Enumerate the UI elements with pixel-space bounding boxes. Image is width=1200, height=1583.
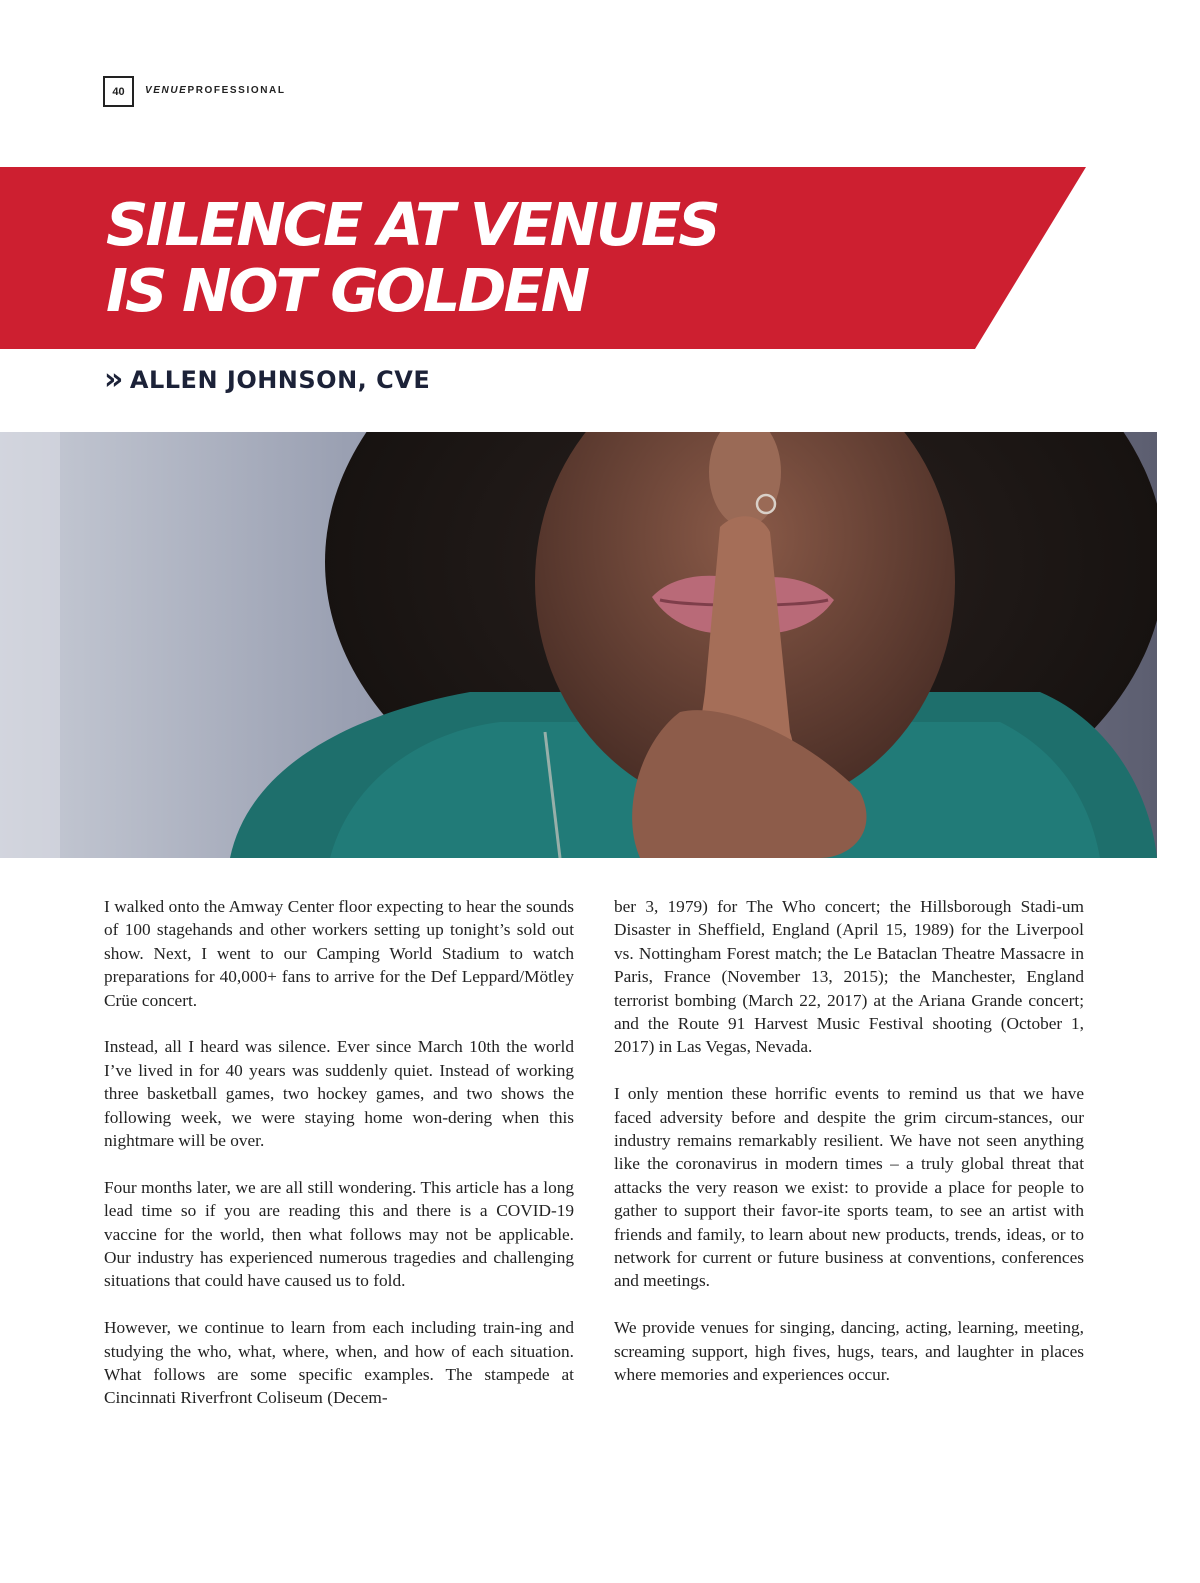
chevron-right-icon: » bbox=[104, 362, 124, 397]
title-line-1: SILENCE AT VENUES bbox=[106, 190, 718, 259]
paragraph: Four months later, we are all still wondering. This article has a long lead time so if you are reading this and there is a COVID-19 vaccine for the world, then what follows may not be applicable. Our industry has experienced numerous tragedies and challenging situations that could have caused us to fold. bbox=[104, 1177, 574, 1291]
title-line-2: IS NOT GOLDEN bbox=[106, 256, 588, 325]
paragraph: ber 3, 1979) for The Who concert; the Hillsborough Stadi-um Disaster in Sheffield, England (April 15, 1989) for the Liverpool vs. Nottingham Forest match; the Le Bataclan Theatre Massacre in Paris, France (November 13, 2015); the Manchester, England terrorist bombing (March 22, 2017) at the Ariana Grande concert; and the Route 91 Harvest Music Festival shooting (October 1, 2017) in Las Vegas, Nevada. bbox=[614, 897, 1084, 1057]
paragraph: Instead, all I heard was silence. Ever since March 10th the world I’ve lived in for 40 years was suddenly quiet. Instead of working three basketball games, two hockey games, and two shows the following week, we were staying home won-dering when this nightmare will be over. bbox=[104, 1037, 574, 1151]
paragraph: We provide venues for singing, dancing, acting, learning, meeting, screaming support, high fives, hugs, tears, and laughter in places where memories and experiences occur. bbox=[614, 1318, 1084, 1385]
masthead-professional: PROFESSIONAL bbox=[187, 85, 286, 96]
hero-photo bbox=[0, 432, 1157, 858]
article-column-right bbox=[614, 895, 1084, 1410]
masthead bbox=[145, 85, 286, 96]
article-column-left bbox=[104, 895, 574, 1433]
page-title bbox=[106, 192, 718, 324]
byline bbox=[104, 362, 431, 397]
paragraph: However, we continue to learn from each including train-ing and studying the who, what, where, when, and how of each situation. What follows are some specific examples. The stampede at Cincinnati Riverfront Coliseum (Decem- bbox=[104, 1318, 574, 1408]
author-name: ALLEN JOHNSON, CVE bbox=[129, 366, 431, 394]
paragraph: I walked onto the Amway Center floor expecting to hear the sounds of 100 stagehands and other workers setting up tonight’s sold out show. Next, I went to our Camping World Stadium to watch preparations for 40,000+ fans to arrive for the Def Leppard/Mötley Crüe concert. bbox=[104, 897, 574, 1010]
shush-photo bbox=[0, 432, 1157, 858]
masthead-venue: VENUE bbox=[145, 85, 188, 96]
paragraph: I only mention these horrific events to remind us that we have faced adversity before and despite the grim circum-stances, our industry remains remarkably resilient. We have not seen anything like the coronavirus in modern times – a truly global threat that attacks the very reason we exist: to provide a place for people to gather to support their favor-ite sports team, to see an artist with friends and family, to learn about new products, trends, ideas, or to network for current or future business at conventions, conferences and meetings. bbox=[614, 1084, 1084, 1291]
page-number: 40 bbox=[103, 76, 134, 107]
